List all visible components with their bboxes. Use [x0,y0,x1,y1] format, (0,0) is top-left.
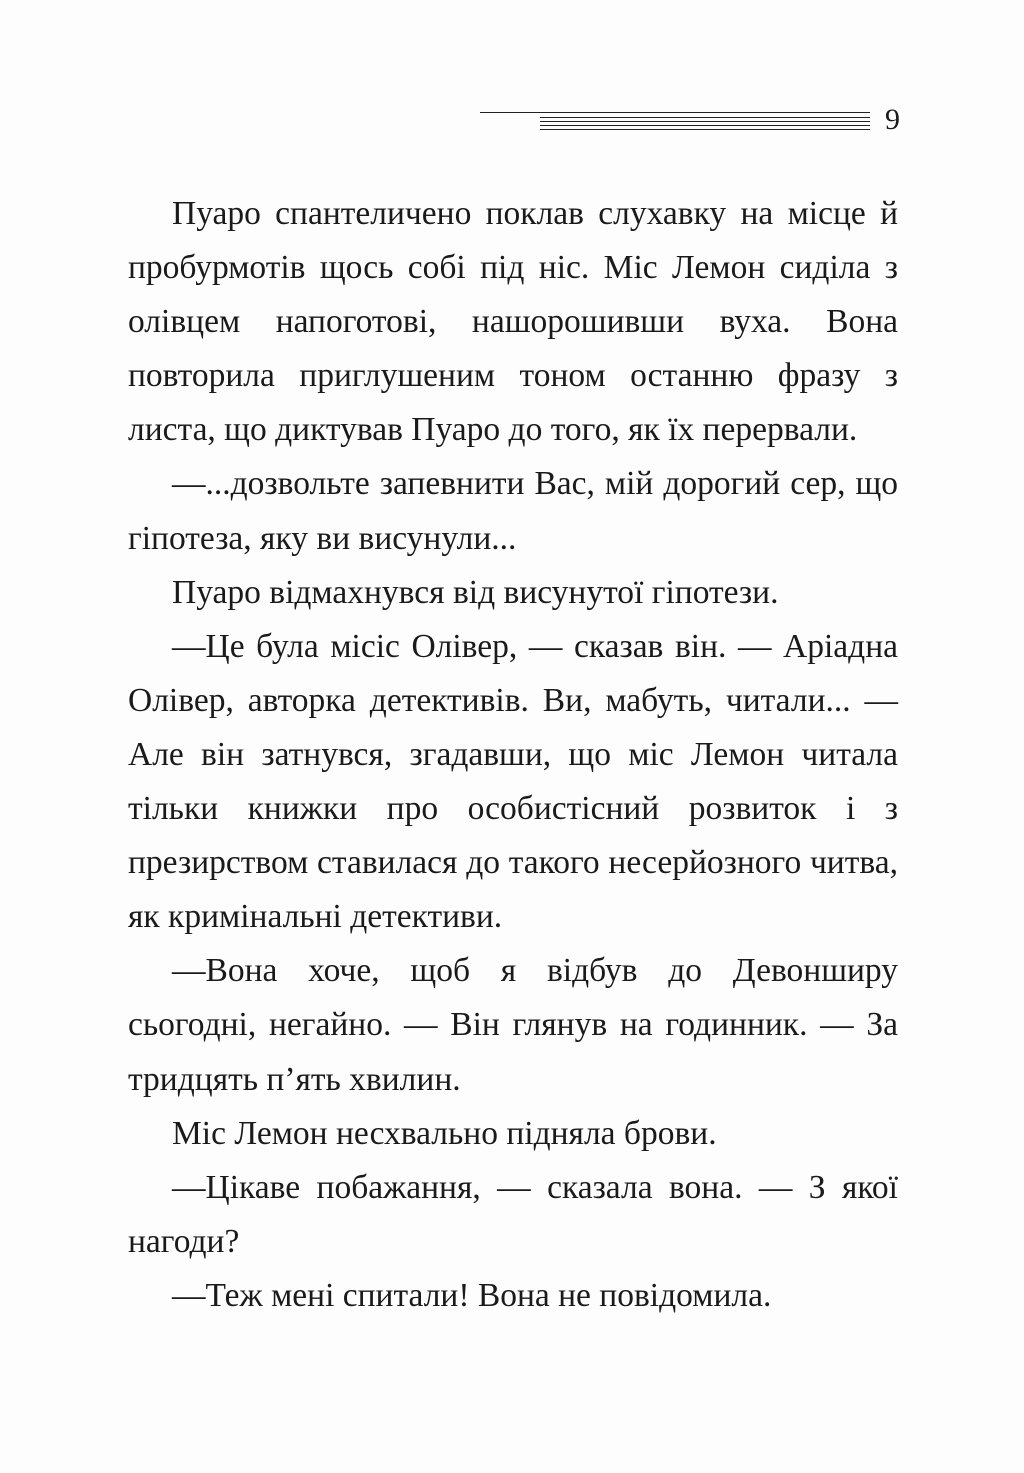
header-rule-3 [540,121,870,122]
page-number: 9 [885,103,900,136]
body-text [128,187,898,1323]
header-rule-4 [540,125,870,126]
paragraph: —Це була місіс Олівер, — сказав він. — Аріадна Олівер, авторка детективів. Ви, мабуть, читали... — Але він затнувся, згадавши, що міс Лемон читала тільки книжки про особистісний розвиток і з презирством ставилася до такого несерйозного читва, як кримінальні детективи. [128,627,898,936]
paragraph: —Вона хоче, щоб я відбув до Девонширу сьогодні, негайно. — Він глянув на годинник. — За тридцять п’ять хвилин. [128,952,898,1098]
paragraph: Пуаро відмахнувся від висунутої гіпотези. [172,573,779,611]
running-header [470,100,910,140]
header-rule-2 [540,117,870,118]
paragraph: Міс Лемон несхвально підняла брови. [172,1114,717,1152]
paragraph: Пуаро спантеличено поклав слухавку на місце й пробурмотів щось собі під ніс. Міс Лемон сиділа з олівцем напоготові, нашорошивши вуха. Вона повторила приглушеним тоном останню фразу з листа, що диктував Пуаро до того, як їх перервали. [128,195,898,449]
paragraph: —...дозвольте запевнити Вас, мій дорогий сер, що гіпотеза, яку ви висунули... [128,465,898,557]
header-rule-1 [480,112,870,113]
paragraph: —Теж мені спитали! Вона не повідомила. [172,1276,772,1314]
decorative-rules [470,110,870,132]
header-rule-5 [540,129,870,130]
paragraph: —Цікаве побажання, — сказала вона. — З якої нагоди? [128,1168,898,1260]
